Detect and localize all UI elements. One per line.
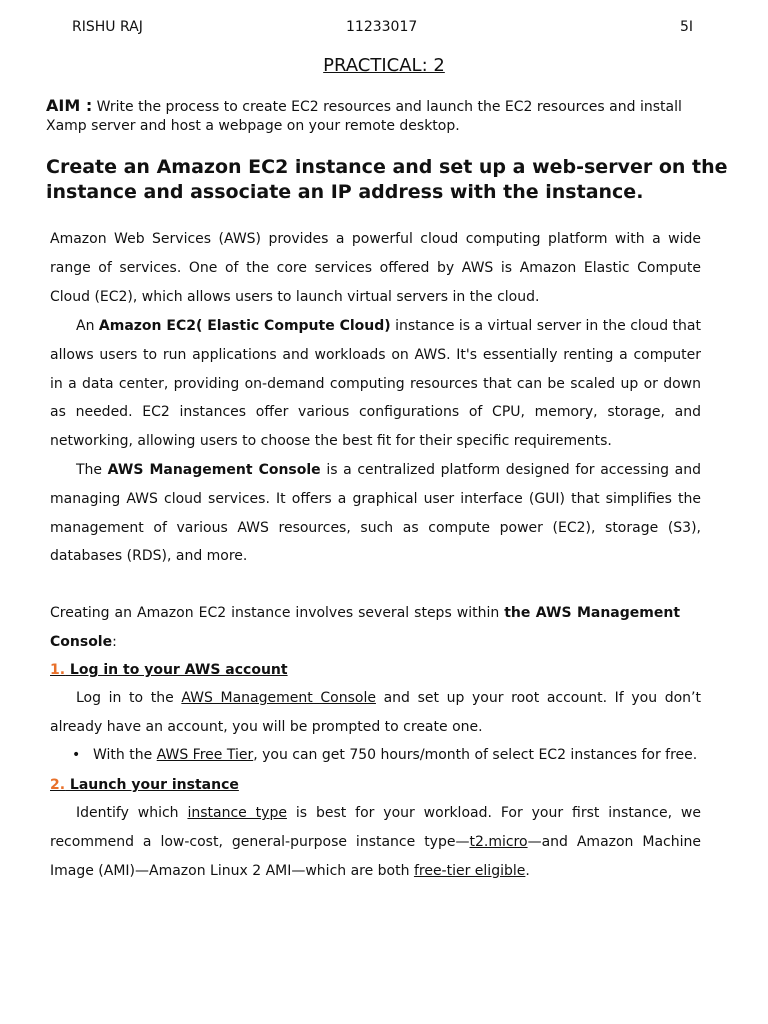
ec2-post: instance is a virtual server in the cloud that allows users to run applications and workloads on AWS. It's essentially renting a computer in a data center, providing on-demand computing resources that can be scaled up or down as needed. EC2 instances offer various configurations of CPU, memory, storage, and networking, allowing users to choose the best fit for their specific requirements. [50,318,701,450]
section-heading: Create an Amazon EC2 instance and set up a web-server on the instance and associate an IP address with the instance. [46,156,728,203]
aim-label: AIM : [46,96,93,115]
step2-mid2: —and Amazon Machine Image (AMI)—Amazon Linux 2 AMI—which are both [50,833,701,879]
aim-text: Write the process to create EC2 resources and launch the EC2 resources and install Xamp server and host a webpage on your remote desktop. [46,99,682,134]
console-pre: The [76,462,108,478]
t2-micro-link[interactable]: t2.micro [469,833,528,850]
step2-mid1: is best for your workload. For your first instance, we recommend a low-cost, general-purpose instance type— [50,805,701,850]
steps-intro-pre: Creating an Amazon EC2 instance involves several steps within [50,605,505,621]
free-tier-link[interactable]: AWS Free Tier [156,747,254,763]
step2-title: Launch your instance [65,777,239,793]
page-title: PRACTICAL: 2 [323,55,445,76]
ec2-bold: Amazon EC2( Elastic Compute Cloud) [98,318,391,334]
free-tier-eligible-link[interactable]: free-tier eligible [413,862,526,879]
header-section: 5I [680,19,694,35]
aws-console-link[interactable]: AWS Management Console [181,690,376,706]
step2-post: . [525,862,530,879]
bullet-pre: With the [93,747,157,763]
console-post: is a centralized platform designed for accessing and managing AWS cloud services. It offers a graphical user interface (GUI) that simplifies the management of various AWS resources, such as compute power (EC2), storage (S3), databases (RDS), and more. [50,462,701,565]
console-bold: AWS Management Console [107,462,321,478]
steps-intro [50,599,680,657]
header-name: RISHU RAJ [72,19,143,35]
header-id: 11233017 [346,19,418,35]
step2-pre: Identify which [76,805,188,821]
aim-paragraph [46,96,726,136]
step1-number: 1. [50,662,66,678]
console-paragraph [50,456,701,571]
step1-title: Log in to your AWS account [65,662,288,678]
bullet-dot-icon: • [72,747,81,763]
step2-paragraph [50,799,701,885]
step1-heading [50,662,288,678]
ec2-pre: An [76,318,99,334]
step2-number: 2. [50,777,66,793]
steps-intro-bold: the AWS Management Console [50,605,681,650]
steps-intro-post: : [112,633,117,650]
step1-pre: Log in to the [76,690,182,706]
step1-paragraph [50,684,701,742]
ec2-paragraph [50,312,701,456]
instance-type-link[interactable]: instance type [187,805,287,821]
intro-paragraph: Amazon Web Services (AWS) provides a powerful cloud computing platform with a wide range of services. One of the core services offered by AWS is Amazon Elastic Compute Cloud (EC2), which allows users to launch virtual servers in the cloud. [50,231,701,305]
bullet-post: , you can get 750 hours/month of select EC2 instances for free. [253,747,698,763]
step2-heading [50,777,239,793]
step1-bullet [72,747,712,763]
step1-post: and set up your root account. If you don’t already have an account, you will be prompted to create one. [50,690,701,735]
